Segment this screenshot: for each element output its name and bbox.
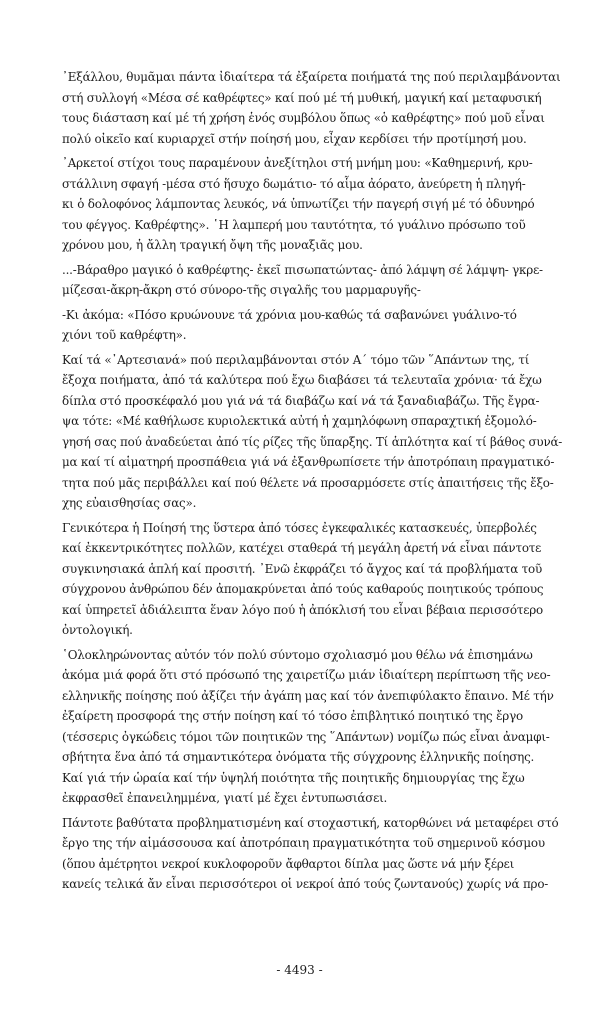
text-line: πολύ οἰκεῖο καί κυριαρχεῖ στήν ποίησή μου, εἶχαν κερδίσει τήν προτίμησή μου. (62, 131, 527, 146)
paragraph (62, 813, 558, 895)
paragraph (62, 153, 558, 256)
text-line: ὀντολογική. (62, 623, 133, 637)
paragraph (62, 518, 558, 641)
text-line: (τέσσερις ὀγκώδεις τόμοι τῶν ποιητικῶν της ῞Απάντων) νομίζω πώς εἶναι ἀναμφι- (62, 729, 550, 744)
text-line: στάλλινη σφαγή -μέσα στό ἥσυχο δωμάτιο- τό αἷμα ἀόρατο, ἀνεύρετη ἡ πληγή- (62, 176, 526, 191)
text-line: χιόνι τοῦ καθρέφτη». (62, 328, 187, 342)
text-line: τους διάσταση καί μέ τή χρήση ἑνός συμβόλου ὅπως «ὁ καθρέφτης» πού μοῦ εἶναι (62, 111, 545, 125)
text-line: κι ὁ δολοφόνος λάμποντας λευκός, νά ὑπνωτίζει τήν παγερή σιγή μέ τό ὀδυνηρό (62, 197, 535, 211)
text-line: ἀκόμα μιά φορά ὅτι στό πρόσωπό της χαιρετίζω μιάν ἰδιαίτερη περίπτωση τῆς νεο- (62, 668, 551, 682)
text-line: σύγχρονου ἀνθρώπου δέν ἀπομακρύνεται ἀπό τούς καθαρούς ποιητικούς τρόπους (62, 582, 544, 596)
text-line: του φέγγος. Καθρέφτης». ῾Η λαμπερή μου ταυτότητα, τό γυάλινο πρόσωπο τοῦ (62, 217, 526, 232)
paragraph (62, 305, 558, 346)
text-line: κανείς τελικά ἄν εἶναι περισσότεροι οἱ νεκροί ἀπό τούς ζωντανούς) χωρίς νά προ- (62, 877, 549, 891)
page-number: - 4493 - (276, 963, 323, 977)
text-line: συγκινησιακά ἁπλή καί προσιτή. ᾿Ενῶ ἐκφράζει τό ἄγχος καί τά προβλήματα τοῦ (62, 561, 543, 576)
paragraph (62, 260, 558, 301)
text-line: ...-Βάραθρο μαγικό ὁ καθρέφτης- ἐκεῖ πισωπατώντας- ἀπό λάμψη σέ λάμψη- γκρε- (62, 262, 543, 277)
text-line: (ὅπου ἀμέτρητοι νεκροί κυκλοφοροῦν ἄφθαρτοι δίπλα μας ὥστε νά μήν ξέρει (62, 856, 515, 871)
text-line: χρόνου μου, ἡ ἄλλη τραγική ὄψη τῆς μοναξιᾶς μου. (62, 238, 363, 252)
text-line: μίζεσαι-ἄκρη-ἄκρη στό σύνορο-τῆς σιγαλῆς του μαρμαρυγῆς- (62, 283, 421, 297)
paragraph (62, 67, 561, 149)
text-line: ψα τότε: «Μέ καθήλωσε κυριολεκτικά αὐτή ἡ χαμηλόφωνη σπαραχτική ἐξομολό- (62, 414, 537, 428)
text-line: καί ὑπηρετεῖ ἀδιάλειπτα ἕναν λόγο πού ἡ ἀπόκλισή του εἶναι βέβαια περισσότερο (62, 602, 543, 617)
text-line: ἔξοχα ποιήματα, ἀπό τά καλύτερα πού ἔχω διαβάσει τά τελευταῖα χρόνια· τά ἔχω (62, 373, 542, 387)
text-line: Καί γιά τήν ὡραία καί τήν ὑψηλή ποιότητα τῆς ποιητικῆς δημιουργίας της ἔχω (62, 770, 525, 785)
text-line: στή συλλογή «Μέσα σέ καθρέφτες» καί πού μέ τή μυθική, μαγική καί μεταφυσική (62, 90, 542, 105)
text-line: ἔργο της τήν αἱμάσσουσα καί ἀποτρόπαιη πραγματικότητα τοῦ σημερινοῦ κόσμου (62, 836, 545, 850)
text-line: ᾿Αρκετοί στίχοι τους παραμένουν ἀνεξίτηλοι στή μνήμη μου: «Καθημερινή, κρυ- (62, 156, 533, 170)
text-line: ἐξαίρετη προσφορά της στήν ποίηση καί τό τόσο ἐπιβλητικό ποιητικό της ἔργο (62, 709, 523, 723)
text-line: ἐκφρασθεῖ ἐπανειλημμένα, γιατί μέ ἔχει ἐντυπωσιάσει. (62, 791, 388, 805)
text-line: χης εὐαισθησίας σας». (62, 496, 197, 510)
text-line: γησή σας πού ἀναδεύεται ἀπό τίς ρίζες τῆς ὕπαρξης. Τί ἁπλότητα καί τί βάθος συνά- (62, 434, 563, 449)
text-line: -Κι ἀκόμα: «Πόσο κρυώνουνε τά χρόνια μου-καθώς τά σαβανώνει γυάλινο-τό (62, 307, 517, 322)
text-line: ελληνικῆς ποίησης πού ἀξίζει τήν ἀγάπη μας καί τόν ἀνεπιφύλακτο ἔπαινο. Μέ τήν (62, 688, 554, 703)
text-line: τητα πού μᾶς περιβάλλει καί πού θέλετε νά προσαρμόσετε στίς ἀπαιτήσεις τῆς ἔξο- (62, 475, 554, 490)
text-line: σβήτητα ἕνα ἀπό τά σημαντικότερα ὀνόματα τῆς σύγχρονης ἑλληνικῆς ποίησης. (62, 750, 535, 764)
body-text (62, 67, 563, 899)
text-line: καί ἐκκεντρικότητες πολλῶν, κατέχει σταθερά τή μεγάλη ἀρετή νά εἶναι πάντοτε (62, 541, 542, 555)
text-line: Πάντοτε βαθύτατα προβληματισμένη καί στοχαστική, κατορθώνει νά μεταφέρει στό (62, 815, 559, 830)
text-line: ᾿Εξάλλου, θυμᾶμαι πάντα ἰδιαίτερα τά ἐξαίρετα ποιήματά της πού περιλαμβάνονται (62, 70, 561, 84)
text-line: δίπλα στό προσκέφαλό μου γιά νά τά διαβάζω καί νά τά ξαναδιαβάζω. Τῆς ἔγρα- (62, 393, 540, 408)
text-line: Γενικότερα ἡ Ποίησή της ὕστερα ἀπό τόσες ἐγκεφαλικές κατασκευές, ὑπερβολές (62, 520, 537, 535)
paragraph (62, 645, 558, 809)
text-line: ῾Ολοκληρώνοντας αὐτόν τόν πολύ σύντομο σχολιασμό μου θέλω νά ἐπισημάνω (62, 647, 533, 662)
text-line: μα καί τί αἱματηρή προσπάθεια γιά νά ἐξανθρωπίσετε τήν ἀποτρόπαιη πραγματικό- (62, 455, 555, 469)
paragraph (62, 350, 563, 514)
text-line: Καί τά «᾿Αρτεσιανά» πού περιλαμβάνονται στόν Α΄ τόμο τῶν ῞Απάντων της, τί (62, 352, 530, 367)
